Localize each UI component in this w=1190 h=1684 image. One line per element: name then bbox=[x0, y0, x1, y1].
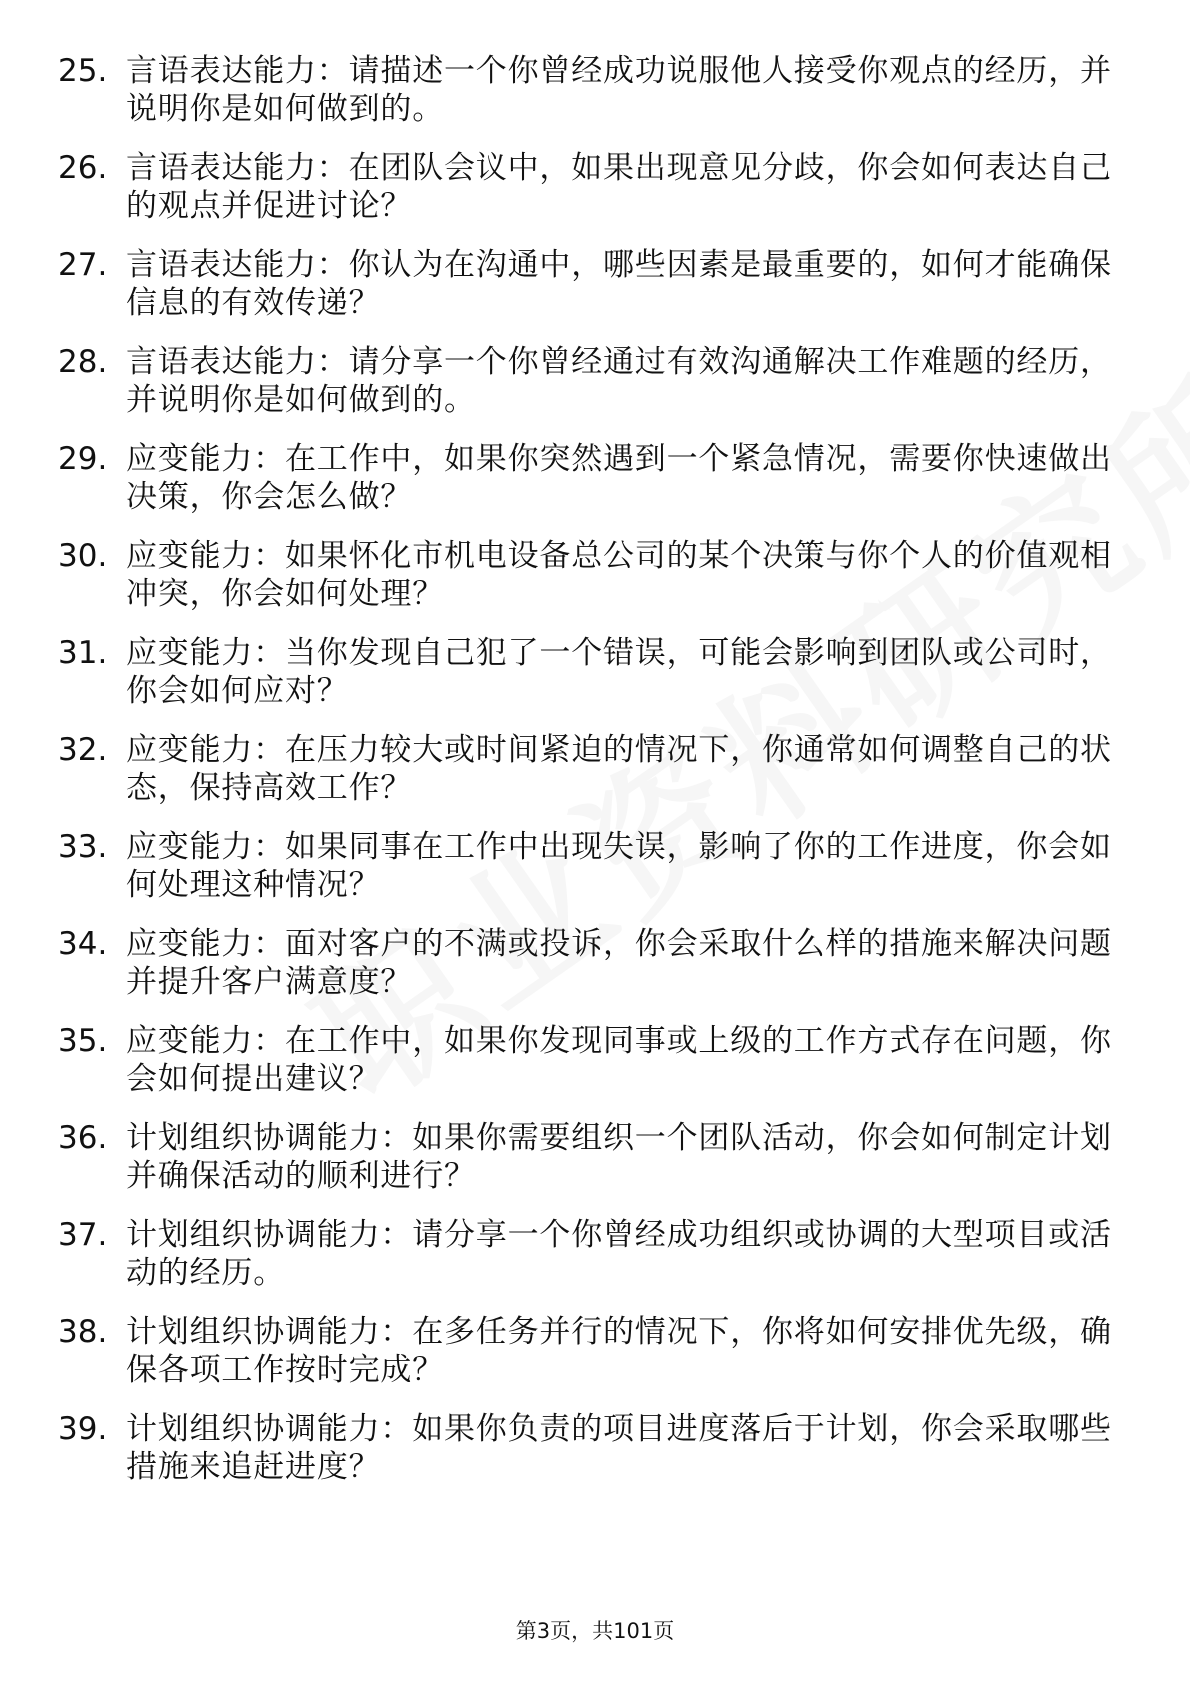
question-text: 计划组织协调能力：在多任务并行的情况下，你将如何安排优先级，确保各项工作按时完成？ bbox=[126, 1314, 1112, 1388]
question-number: 37. bbox=[58, 1217, 108, 1253]
question-item bbox=[0, 1313, 1190, 1410]
question-number: 32. bbox=[58, 732, 108, 768]
question-number: 28. bbox=[58, 344, 108, 380]
question-item bbox=[0, 731, 1190, 828]
question-item bbox=[0, 1410, 1190, 1507]
question-number: 29. bbox=[58, 441, 108, 477]
question-item bbox=[0, 537, 1190, 634]
question-number: 35. bbox=[58, 1023, 108, 1059]
question-item bbox=[0, 634, 1190, 731]
question-text: 言语表达能力：请描述一个你曾经成功说服他人接受你观点的经历，并说明你是如何做到的。 bbox=[126, 53, 1112, 127]
question-text: 计划组织协调能力：如果你需要组织一个团队活动，你会如何制定计划并确保活动的顺利进行？ bbox=[126, 1120, 1112, 1194]
question-text: 计划组织协调能力：请分享一个你曾经成功组织或协调的大型项目或活动的经历。 bbox=[126, 1217, 1112, 1291]
question-text: 应变能力：在工作中，如果你发现同事或上级的工作方式存在问题，你会如何提出建议？ bbox=[126, 1023, 1112, 1097]
question-item bbox=[0, 1216, 1190, 1313]
question-number: 27. bbox=[58, 247, 108, 283]
question-number: 34. bbox=[58, 926, 108, 962]
question-text: 应变能力：在工作中，如果你突然遇到一个紧急情况，需要你快速做出决策，你会怎么做？ bbox=[126, 441, 1112, 515]
question-number: 31. bbox=[58, 635, 108, 671]
question-text: 应变能力：如果怀化市机电设备总公司的某个决策与你个人的价值观相冲突，你会如何处理？ bbox=[126, 538, 1112, 612]
question-item bbox=[0, 440, 1190, 537]
question-text: 应变能力：如果同事在工作中出现失误，影响了你的工作进度，你会如何处理这种情况？ bbox=[126, 829, 1112, 903]
question-item bbox=[0, 828, 1190, 925]
question-number: 39. bbox=[58, 1411, 108, 1447]
question-list bbox=[0, 52, 1190, 1507]
page-footer: 第3页，共101页 bbox=[515, 1619, 675, 1643]
question-item bbox=[0, 246, 1190, 343]
question-item bbox=[0, 925, 1190, 1022]
question-text: 言语表达能力：你认为在沟通中，哪些因素是最重要的，如何才能确保信息的有效传递？ bbox=[126, 247, 1112, 321]
question-item bbox=[0, 149, 1190, 246]
question-number: 30. bbox=[58, 538, 108, 574]
question-item bbox=[0, 52, 1190, 149]
question-number: 25. bbox=[58, 53, 108, 89]
question-item bbox=[0, 343, 1190, 440]
question-number: 33. bbox=[58, 829, 108, 865]
question-text: 应变能力：面对客户的不满或投诉，你会采取什么样的措施来解决问题并提升客户满意度？ bbox=[126, 926, 1112, 1000]
question-text: 言语表达能力：请分享一个你曾经通过有效沟通解决工作难题的经历，并说明你是如何做到的。 bbox=[126, 344, 1112, 418]
question-item bbox=[0, 1119, 1190, 1216]
question-number: 38. bbox=[58, 1314, 108, 1350]
question-text: 言语表达能力：在团队会议中，如果出现意见分歧，你会如何表达自己的观点并促进讨论？ bbox=[126, 150, 1112, 224]
question-item bbox=[0, 1022, 1190, 1119]
question-number: 36. bbox=[58, 1120, 108, 1156]
question-text: 计划组织协调能力：如果你负责的项目进度落后于计划，你会采取哪些措施来追赶进度？ bbox=[126, 1411, 1112, 1485]
question-text: 应变能力：当你发现自己犯了一个错误，可能会影响到团队或公司时，你会如何应对？ bbox=[126, 635, 1112, 709]
question-number: 26. bbox=[58, 150, 108, 186]
question-text: 应变能力：在压力较大或时间紧迫的情况下，你通常如何调整自己的状态，保持高效工作？ bbox=[126, 732, 1112, 806]
